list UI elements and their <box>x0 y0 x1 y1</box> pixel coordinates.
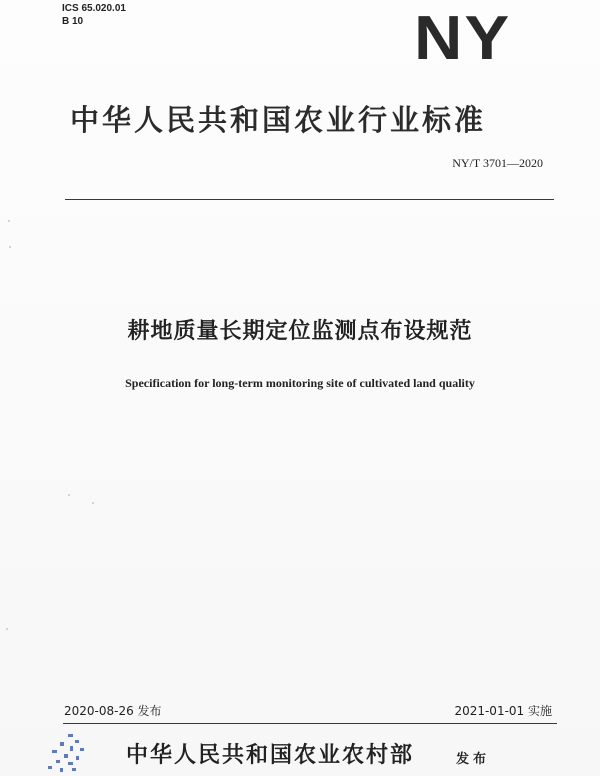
classification-codes <box>62 2 126 28</box>
bottom-divider <box>63 723 557 724</box>
ny-logo: NY <box>414 4 512 73</box>
issue-date: 2020-08-26 发布 <box>64 704 162 718</box>
ics-code: ICS 65.020.01 <box>62 3 126 14</box>
scan-speck <box>92 502 94 504</box>
organization-header: 中华人民共和国农业行业标准 <box>70 103 487 137</box>
scan-speck <box>6 628 8 630</box>
top-divider <box>65 199 554 200</box>
scan-speck <box>8 220 10 222</box>
issuing-authority: 中华人民共和国农业农村部 <box>126 743 415 768</box>
ministry-seal-icon <box>46 732 98 774</box>
document-title-english: Specification for long-term monitoring site of cultivated land quality <box>125 376 475 390</box>
scan-speck <box>68 494 70 496</box>
document-title-chinese: 耕地质量长期定位监测点布设规范 <box>127 319 473 344</box>
implementation-date: 2021-01-01 实施 <box>454 704 552 718</box>
standard-number: NY/T 3701—2020 <box>452 156 543 170</box>
ccs-code: B 10 <box>62 16 84 27</box>
scan-speck <box>9 246 11 248</box>
issuing-suffix: 发布 <box>456 752 491 767</box>
